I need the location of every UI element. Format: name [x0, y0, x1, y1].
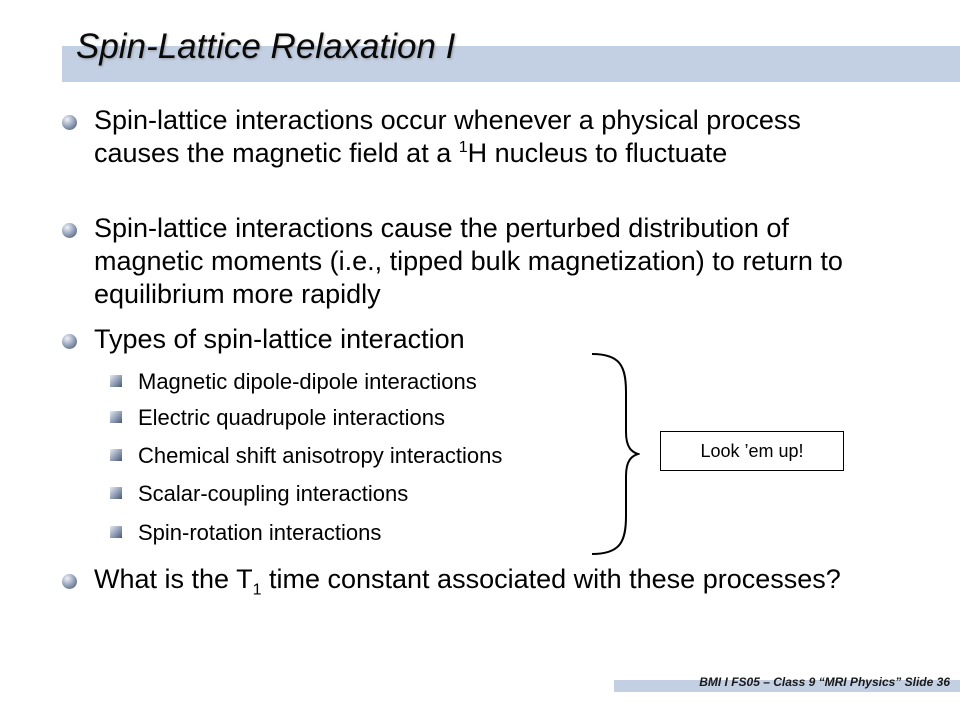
- bullet-text: time constant associated with these processes?: [261, 564, 841, 594]
- bullet-icon: [62, 115, 77, 130]
- bullet-spin-lattice-occur: [94, 104, 884, 170]
- subbullet-item: [138, 481, 618, 507]
- bullet-text: What is the T: [94, 564, 253, 594]
- subbullet-text: Electric quadrupole interactions: [138, 405, 445, 430]
- square-bullet-icon: [110, 375, 122, 387]
- subbullet-text: Magnetic dipole-dipole interactions: [138, 369, 477, 394]
- curly-brace-icon: [590, 352, 640, 556]
- bullet-text: Types of spin-lattice interaction: [94, 324, 465, 354]
- subbullet-item: [138, 520, 618, 546]
- bullet-text: H nucleus to fluctuate: [467, 138, 728, 168]
- slide-title: Spin-Lattice Relaxation I: [76, 27, 456, 66]
- square-bullet-icon: [110, 411, 122, 423]
- subbullet-item: [138, 443, 618, 469]
- bullet-icon: [62, 574, 77, 589]
- square-bullet-icon: [110, 487, 122, 499]
- callout-box: Look ’em up!: [660, 431, 844, 471]
- bullet-icon: [62, 223, 77, 238]
- square-bullet-icon: [110, 449, 122, 461]
- bullet-icon: [62, 334, 77, 349]
- subbullet-item: [138, 405, 618, 431]
- subbullet-text: Scalar-coupling interactions: [138, 481, 409, 506]
- subbullet-item: [138, 369, 618, 395]
- subscript: 1: [252, 581, 262, 599]
- square-bullet-icon: [110, 526, 122, 538]
- bullet-text: Spin-lattice interactions occur whenever a physical process causes the magnetic field at a: [94, 105, 801, 168]
- superscript: 1: [458, 139, 468, 156]
- subbullet-text: Chemical shift anisotropy interactions: [138, 443, 503, 468]
- bullet-types: [94, 323, 884, 356]
- subbullet-text: Spin-rotation interactions: [138, 520, 382, 545]
- slide-footer: BMI I FS05 – Class 9 “MRI Physics” Slide 36: [699, 675, 950, 689]
- bullet-text: Spin-lattice interactions cause the perturbed distribution of magnetic moments (i.e., tipped bulk magnetization) to return to equilibrium more rapidly: [94, 213, 843, 309]
- bullet-spin-lattice-cause: [94, 212, 884, 311]
- bullet-t1-question: [94, 563, 884, 599]
